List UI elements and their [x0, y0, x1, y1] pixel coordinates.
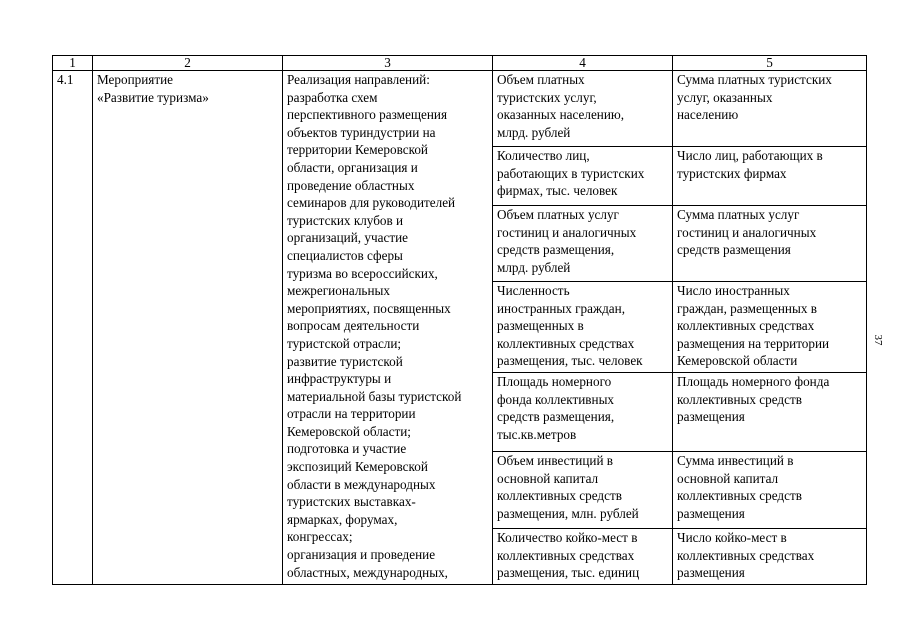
- column-number: 2: [93, 56, 283, 71]
- indicator-name-cell: Объем инвестиций в основной капитал коллективных средств размещения, млн. рублей: [493, 452, 673, 529]
- indicator-method-cell: Число лиц, работающих в туристских фирмах: [673, 147, 867, 206]
- indicator-method-cell: Сумма платных услуг гостиниц и аналогичных средств размещения: [673, 206, 867, 282]
- column-number: 4: [493, 56, 673, 71]
- indicator-name-cell: Площадь номерного фонда коллективных средств размещения, тыс.кв.метров: [493, 373, 673, 452]
- column-number: 5: [673, 56, 867, 71]
- event-name-cell: Мероприятие «Развитие туризма»: [93, 71, 283, 585]
- column-number: 3: [283, 56, 493, 71]
- item-number-cell: 4.1: [53, 71, 93, 585]
- directions-cell: Реализация направлений: разработка схем перспективного размещения объектов туриндустрии на территории Кемеровской области, организация и проведение областных семинаров для руководителей туристских клубов и организаций, участие специалистов сферы туризма во всероссийских, межрегиональных мероприятиях, посвященных вопросам деятельности туристской отрасли; развитие туристской инфраструктуры и материальной базы туристской отрасли на территории Кемеровской области; подготовка и участие экспозиций Кемеровской области в международных туристских выставках- ярмарках, форумах, конгрессах; организация и проведение областных, международных,: [283, 71, 493, 585]
- indicator-name-cell: Объем платных туристских услуг, оказанных населению, млрд. рублей: [493, 71, 673, 147]
- indicator-name-cell: Количество койко-мест в коллективных средствах размещения, тыс. единиц: [493, 529, 673, 585]
- indicator-name-cell: Количество лиц, работающих в туристских фирмах, тыс. человек: [493, 147, 673, 206]
- indicator-method-cell: Сумма инвестиций в основной капитал коллективных средств размещения: [673, 452, 867, 529]
- table-row: [53, 71, 867, 147]
- page-number: 37: [872, 334, 884, 346]
- column-number: 1: [53, 56, 93, 71]
- indicator-method-cell: Площадь номерного фонда коллективных средств размещения: [673, 373, 867, 452]
- indicator-method-cell: Сумма платных туристских услуг, оказанных населению: [673, 71, 867, 147]
- indicator-name-cell: Численность иностранных граждан, размещенных в коллективных средствах размещения, тыс. человек: [493, 282, 673, 373]
- column-number-row: [53, 56, 867, 71]
- indicators-table: [52, 55, 867, 585]
- indicator-method-cell: Число иностранных граждан, размещенных в коллективных средствах размещения на территории Кемеровской области: [673, 282, 867, 373]
- indicator-name-cell: Объем платных услуг гостиниц и аналогичных средств размещения, млрд. рублей: [493, 206, 673, 282]
- indicator-method-cell: Число койко-мест в коллективных средствах размещения: [673, 529, 867, 585]
